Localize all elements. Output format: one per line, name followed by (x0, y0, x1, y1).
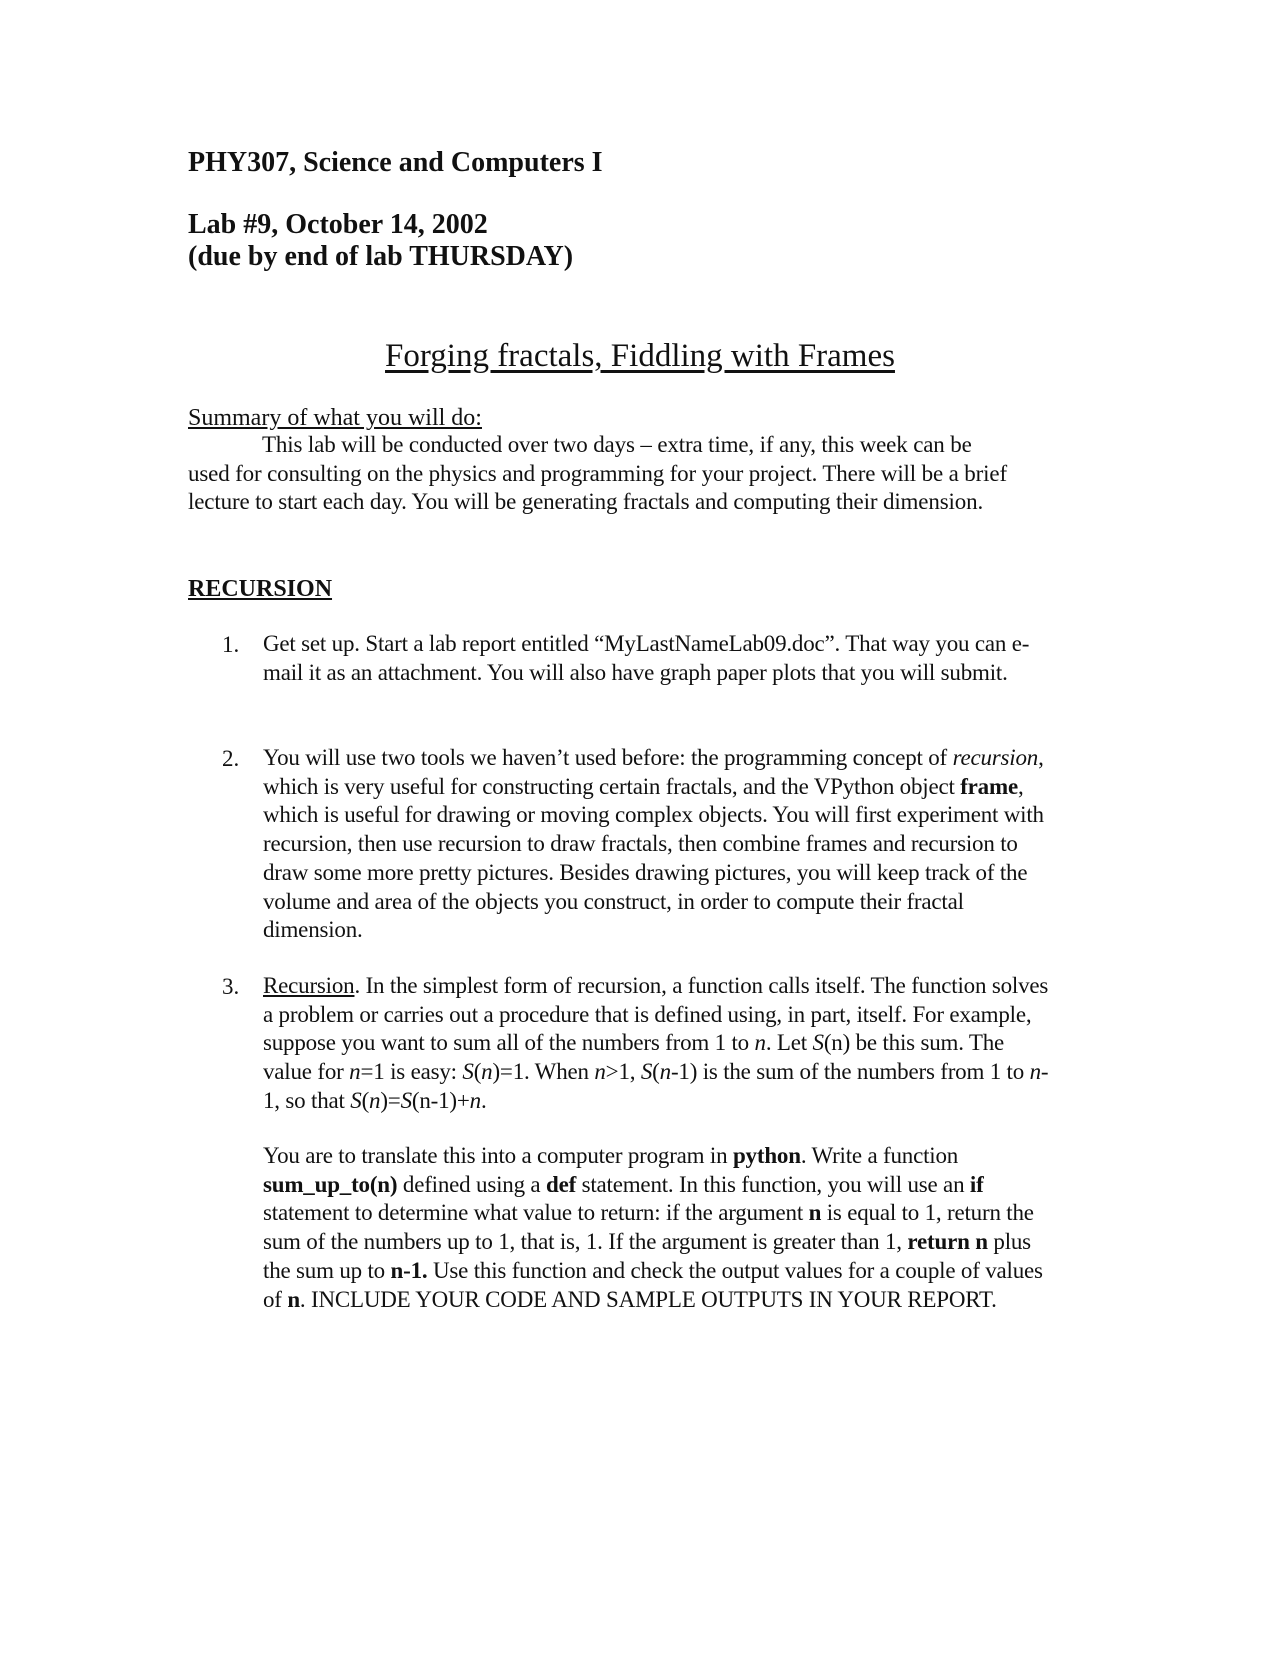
lab-number-date: Lab #9, October 14, 2002 (188, 209, 488, 240)
math-var: n (659, 1059, 671, 1085)
text-run: >1, (605, 1059, 641, 1085)
math-var: S (350, 1087, 362, 1113)
summary-heading: Summary of what you will do: (188, 405, 482, 431)
bold-n: n (975, 1229, 988, 1255)
document-title: Forging fractals, Fiddling with Frames (385, 338, 895, 374)
text-run: (n) be this sum. The value for (263, 1030, 1005, 1085)
math-var: S (400, 1087, 412, 1113)
text-run: )=1. When (492, 1059, 595, 1085)
text-run: (n-1)+ (411, 1087, 470, 1113)
text-run: )= (380, 1087, 401, 1113)
text-run: , which is very useful for constructing certain fractals, and the VPython object (263, 745, 1044, 799)
emphasis-recursion: recursion (952, 745, 1039, 770)
due-date-note: (due by end of lab THURSDAY) (188, 241, 574, 272)
text-run: defined using a (397, 1171, 546, 1197)
summary-paragraph: This lab will be conducted over two days – extra time, if any, this week can be used for consulting on the physics and programming for your project. There will be a brief lecture to start each day. You will be generating fractals and computing their dimension. (188, 432, 1007, 515)
bold-return: return (907, 1229, 970, 1255)
text-run: Use this function and check the output values for a couple of values of (263, 1257, 1043, 1312)
math-var: S (812, 1030, 824, 1056)
math-var: n (469, 1087, 481, 1113)
text-run: You are to translate this into a computer program in (263, 1143, 733, 1168)
text-run: statement to determine what value to return: if the argument (263, 1200, 809, 1226)
text-run: . Let (765, 1030, 813, 1056)
text-run: -1) is the sum of the numbers from 1 to (670, 1059, 1030, 1085)
list-item-number: 2. (222, 746, 240, 771)
list-item-python-task (263, 1142, 1051, 1314)
bold-n: n (808, 1200, 822, 1226)
list-item-recursion-intro (263, 972, 1051, 1116)
text-run: ( (361, 1087, 370, 1113)
text-run: ( (652, 1059, 660, 1085)
text-run: . (480, 1087, 487, 1113)
text-run: , which is useful for drawing or moving complex objects. You will first experiment with recursion, then use recursion to draw fractals, then combine frames and recursion to draw some more pretty pictures. Besides drawing pictures, you will keep track of the volume and area of the objects you construct, in order to compute their fractal dimension. (263, 773, 1044, 943)
math-var: S (640, 1059, 653, 1085)
text-run: . INCLUDE YOUR CODE AND SAMPLE OUTPUTS IN YOUR REPORT. (299, 1286, 997, 1312)
bold-function-name: sum_up_to(n) (263, 1171, 398, 1197)
list-item-setup: Get set up. Start a lab report entitled “MyLastNameLab09.doc”. That way you can e-mail it as an attachment. You will also have graph paper plots that you will submit. (263, 631, 1030, 685)
text-run: statement. In this function, you will use an (576, 1171, 970, 1197)
text-run: is equal to 1, return the sum of the numbers up to 1, that is, 1. If the argument is greater than 1, (263, 1200, 1034, 1255)
bold-n: n (287, 1286, 300, 1312)
text-run: . In the simplest form of recursion, a function calls itself. The function solves a problem or carries out a procedure that is defined using, in part, itself. For example, suppose you want to sum all of the numbers from 1 to (263, 973, 1049, 1056)
text-run: =1 is easy: (360, 1059, 463, 1085)
math-var: n (349, 1059, 361, 1085)
list-item-tools (263, 744, 1051, 945)
text-run: ( (473, 1059, 482, 1085)
course-title: PHY307, Science and Computers I (188, 147, 603, 178)
math-var: n (594, 1059, 606, 1085)
text-run: . Write a function (800, 1143, 959, 1168)
bold-if: if (969, 1171, 984, 1197)
list-item-number: 1. (222, 632, 240, 657)
underlined-recursion: Recursion (263, 973, 355, 998)
math-var: n (1029, 1059, 1041, 1085)
recursion-section-heading: RECURSION (188, 576, 333, 602)
bold-n-minus-1: n-1. (390, 1257, 428, 1283)
text-run: plus the sum up to (263, 1229, 1031, 1283)
text-run: You will use two tools we haven’t used before: the programming concept of (263, 745, 953, 770)
math-var: n (754, 1030, 766, 1056)
math-var: S (462, 1059, 474, 1085)
bold-python: python (732, 1143, 801, 1168)
list-item-number: 3. (222, 974, 240, 999)
text-run: -1, so that (263, 1059, 1049, 1113)
math-var: n (369, 1087, 381, 1113)
bold-def: def (545, 1171, 577, 1197)
math-var: n (481, 1059, 493, 1085)
bold-frame: frame (960, 773, 1018, 799)
